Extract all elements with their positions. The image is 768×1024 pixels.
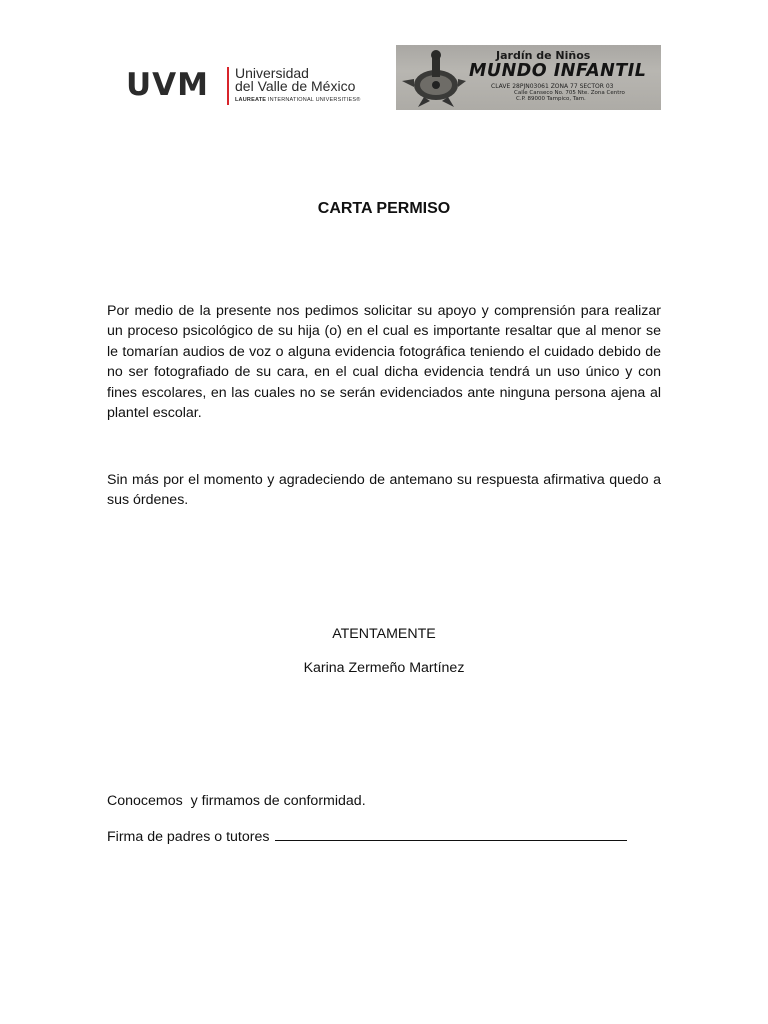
signature-label: Firma de padres o tutores: [107, 829, 270, 845]
stamp-school-name: MUNDO INFANTIL: [469, 61, 647, 81]
signer-name: Karina Zermeño Martínez: [303, 660, 465, 676]
document-title: CARTA PERMISO: [317, 200, 451, 217]
school-emblem-icon: [396, 45, 466, 110]
uvm-tagline-rest: INTERNATIONAL UNIVERSITIES®: [266, 97, 361, 103]
signature-line[interactable]: [275, 826, 627, 841]
uvm-logo-tagline: [235, 97, 360, 103]
school-stamp: [396, 45, 661, 110]
uvm-logo-mark: UVM: [126, 67, 210, 103]
stamp-line-1: CLAVE 28PJN03061 ZONA 77 SECTOR 03: [491, 83, 614, 90]
conformity-statement: Conocemos y firmamos de conformidad.: [107, 793, 366, 809]
uvm-logo-name-line2: del Valle de México: [235, 78, 356, 94]
body-paragraph-1: Por medio de la presente nos pedimos solicitar su apoyo y comprensión para realizar un proceso psicológico de su hija (o) en el cual es importante resaltar que al menor se le tomarían audios de voz o alguna evidencia fotográfica teniendo el cuidado debido de no ser fotografiado de su cara, en el cual dicha evidencia tendrá un uso único y con fines escolares, en las cuales no se serán evidenciados ante ninguna persona ajena al plantel escolar.: [107, 303, 661, 422]
uvm-logo: [126, 64, 362, 108]
uvm-tagline-bold: LAUREATE: [235, 97, 267, 103]
signature-row: [107, 826, 627, 846]
uvm-logo-divider: [227, 67, 229, 105]
body-paragraph-2: Sin más por el momento y agradeciendo de antemano su respuesta afirmativa quedo a sus órdenes.: [107, 472, 661, 509]
stamp-line-2: Calle Canseco No. 705 Nte. Zona Centro: [514, 90, 625, 96]
uvm-logo-name-line1: Universidad: [235, 65, 309, 81]
stamp-line-3: C.P. 89000 Tampico, Tam.: [516, 96, 586, 102]
closing-salutation: ATENTAMENTE: [332, 626, 436, 642]
stamp-title: Jardín de Niños: [496, 49, 591, 62]
